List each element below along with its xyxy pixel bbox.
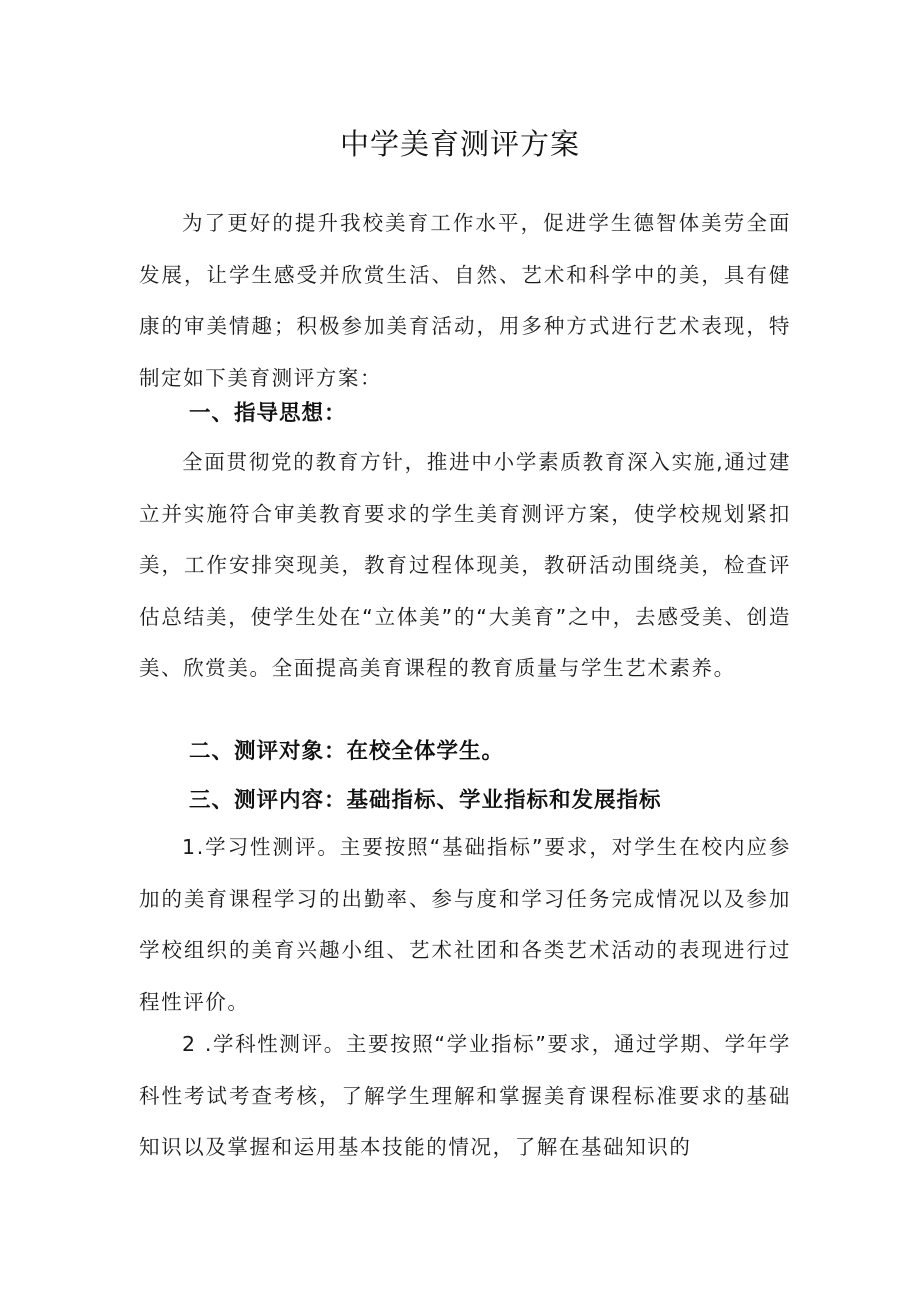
section-heading-evaluation-content: 三、测评内容：基础指标、学业指标和发展指标 xyxy=(189,788,662,813)
guiding-ideology-paragraph: 全面贯彻党的教育方针，推进中小学素质教育深入实施,通过建立并实施符合审美教育要求的学生美育测评方案，使学校规划紧扣美，工作安排突现美，教育过程体现美，教研活动围绕美，检查评估总结美，使学生处在“立体美”的“大美育”之中，去感受美、创造美、欣赏美。全面提高美育课程的教育质量与学生艺术素养。 xyxy=(139,450,791,680)
intro-paragraph: 为了更好的提升我校美育工作水平，促进学生德智体美劳全面发展，让学生感受并欣赏生活、自然、艺术和科学中的美，具有健康的审美情趣；积极参加美育活动，用多种方式进行艺术表现，特制定如下美育测评方案： xyxy=(139,211,791,390)
item-subject-evaluation: 2 .学科性测评。主要按照“学业指标”要求，通过学期、学年学科性考试考查考核，了解学生理解和掌握美育课程标准要求的基础知识以及掌握和运用基本技能的情况，了解在基础知识的 xyxy=(139,1032,791,1159)
document-title: 中学美育测评方案 xyxy=(339,127,580,161)
item-learning-evaluation: 1.学习性测评。主要按照“基础指标”要求，对学生在校内应参加的美育课程学习的出勤率、参与度和学习任务完成情况以及参加学校组织的美育兴趣小组、艺术社团和各类艺术活动的表现进行过程性评价。 xyxy=(139,835,791,1014)
section-heading-evaluation-target: 二、测评对象：在校全体学生。 xyxy=(189,739,505,764)
section-heading-guiding-ideology: 一、指导思想： xyxy=(189,401,347,426)
